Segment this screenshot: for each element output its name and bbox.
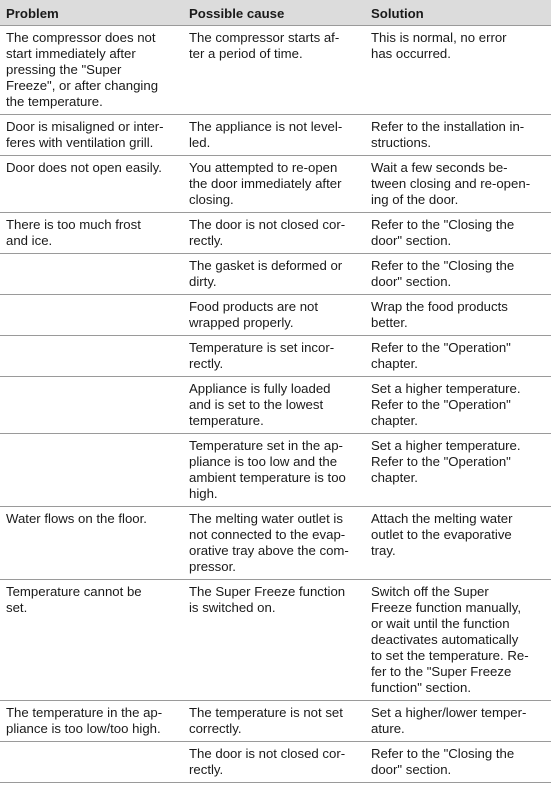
table-row — [0, 507, 551, 580]
cell-text-line: set. — [6, 600, 28, 615]
table-row — [0, 434, 551, 507]
cause-cell — [183, 115, 365, 156]
problem-cell — [0, 701, 183, 742]
cell-text-line: structions. — [371, 135, 432, 150]
table-header — [0, 0, 551, 26]
table-row — [0, 701, 551, 742]
cause-cell — [183, 434, 365, 507]
cause-cell — [183, 336, 365, 377]
cell-text-line: pressing the "Super — [6, 62, 122, 77]
solution-cell — [365, 377, 551, 434]
cell-text-line: deactivates automatically — [371, 632, 519, 647]
cell-text-line: chapter. — [371, 413, 418, 428]
problem-cell — [0, 254, 183, 295]
solution-cell — [365, 254, 551, 295]
solution-cell — [365, 580, 551, 701]
cell-text-line: You attempted to re-open — [189, 160, 338, 175]
cell-text-line: better. — [371, 315, 408, 330]
table-body — [0, 26, 551, 783]
cell-text-line: tween closing and re-open- — [371, 176, 531, 191]
cell-text-line: pressor. — [189, 559, 236, 574]
table-row — [0, 156, 551, 213]
cell-text-line: ing of the door. — [371, 192, 459, 207]
solution-cell — [365, 701, 551, 742]
cell-text-line: Wait a few seconds be- — [371, 160, 508, 175]
cell-text-line: Water flows on the floor. — [6, 511, 147, 526]
cell-text-line: ature. — [371, 721, 405, 736]
cell-text-line: Refer to the "Operation" — [371, 397, 511, 412]
table-row — [0, 742, 551, 783]
cell-text-line: Set a higher temperature. — [371, 438, 521, 453]
cell-text-line: chapter. — [371, 356, 418, 371]
cell-text-line: ambient temperature is too — [189, 470, 346, 485]
problem-cell — [0, 742, 183, 783]
cell-text-line: wrapped properly. — [189, 315, 294, 330]
table-row — [0, 336, 551, 377]
problem-cell — [0, 336, 183, 377]
problem-cell — [0, 434, 183, 507]
cell-text-line: and is set to the lowest — [189, 397, 324, 412]
cell-text-line: This is normal, no error — [371, 30, 507, 45]
solution-cell — [365, 115, 551, 156]
problem-cell — [0, 115, 183, 156]
solution-cell — [365, 156, 551, 213]
cell-text-line: not connected to the evap- — [189, 527, 346, 542]
cell-text-line: or wait until the function — [371, 616, 510, 631]
cell-text-line: pliance is too low/too high. — [6, 721, 161, 736]
cell-text-line: Door does not open easily. — [6, 160, 162, 175]
problem-cell — [0, 156, 183, 213]
table-row — [0, 580, 551, 701]
cell-text-line: Switch off the Super — [371, 584, 489, 599]
cell-text-line: has occurred. — [371, 46, 451, 61]
cell-text-line: The temperature in the ap- — [6, 705, 163, 720]
cell-text-line: Set a higher/lower temper- — [371, 705, 527, 720]
cell-text-line: rectly. — [189, 762, 224, 777]
cell-text-line: Refer to the installation in- — [371, 119, 525, 134]
cell-text-line: Refer to the "Closing the — [371, 746, 515, 761]
header-problem: Problem — [0, 0, 183, 26]
solution-cell — [365, 742, 551, 783]
cell-text-line: correctly. — [189, 721, 242, 736]
cell-text-line: and ice. — [6, 233, 53, 248]
cell-text-line: Attach the melting water — [371, 511, 513, 526]
cell-text-line: There is too much frost — [6, 217, 141, 232]
problem-cell — [0, 580, 183, 701]
cell-text-line: Temperature set in the ap- — [189, 438, 343, 453]
table-row — [0, 26, 551, 115]
cause-cell — [183, 26, 365, 115]
cell-text-line: Food products are not — [189, 299, 319, 314]
cell-text-line: Wrap the food products — [371, 299, 508, 314]
solution-cell — [365, 213, 551, 254]
cell-text-line: is switched on. — [189, 600, 276, 615]
cell-text-line: chapter. — [371, 470, 418, 485]
cell-text-line: The compressor starts af- — [189, 30, 340, 45]
cell-text-line: Refer to the "Closing the — [371, 258, 515, 273]
cell-text-line: Freeze function manually, — [371, 600, 522, 615]
cell-text-line: Temperature is set incor- — [189, 340, 335, 355]
cell-text-line: The Super Freeze function — [189, 584, 346, 599]
cell-text-line: The compressor does not — [6, 30, 156, 45]
cell-text-line: outlet to the evaporative — [371, 527, 512, 542]
cell-text-line: to set the temperature. Re- — [371, 648, 529, 663]
problem-cell — [0, 295, 183, 336]
table-row — [0, 377, 551, 434]
table-row — [0, 213, 551, 254]
cell-text-line: high. — [189, 486, 218, 501]
cell-text-line: Freeze", or after changing — [6, 78, 159, 93]
cause-cell — [183, 377, 365, 434]
cell-text-line: fer to the "Super Freeze — [371, 664, 512, 679]
cell-text-line: function" section. — [371, 680, 471, 695]
header-solution: Solution — [365, 0, 551, 26]
cell-text-line: Refer to the "Closing the — [371, 217, 515, 232]
solution-cell — [365, 507, 551, 580]
cause-cell — [183, 254, 365, 295]
cell-text-line: rectly. — [189, 233, 224, 248]
cell-text-line: door" section. — [371, 274, 452, 289]
cell-text-line: rectly. — [189, 356, 224, 371]
cell-text-line: door" section. — [371, 762, 452, 777]
cell-text-line: The door is not closed cor- — [189, 217, 346, 232]
cell-text-line: led. — [189, 135, 211, 150]
cell-text-line: start immediately after — [6, 46, 136, 61]
cell-text-line: closing. — [189, 192, 234, 207]
cell-text-line: the door immediately after — [189, 176, 342, 191]
cell-text-line: dirty. — [189, 274, 217, 289]
problem-cell — [0, 507, 183, 580]
cell-text-line: door" section. — [371, 233, 452, 248]
cell-text-line: feres with ventilation grill. — [6, 135, 154, 150]
header-possible-cause: Possible cause — [183, 0, 365, 26]
cell-text-line: Refer to the "Operation" — [371, 340, 511, 355]
cell-text-line: pliance is too low and the — [189, 454, 338, 469]
problem-cell — [0, 26, 183, 115]
cell-text-line: ter a period of time. — [189, 46, 303, 61]
table-row — [0, 295, 551, 336]
cell-text-line: The appliance is not level- — [189, 119, 343, 134]
solution-cell — [365, 336, 551, 377]
cell-text-line: Refer to the "Operation" — [371, 454, 511, 469]
cause-cell — [183, 742, 365, 783]
cell-text-line: orative tray above the com- — [189, 543, 349, 558]
cause-cell — [183, 580, 365, 701]
cell-text-line: Appliance is fully loaded — [189, 381, 331, 396]
cause-cell — [183, 156, 365, 213]
cause-cell — [183, 295, 365, 336]
cell-text-line: The door is not closed cor- — [189, 746, 346, 761]
cell-text-line: The melting water outlet is — [189, 511, 343, 526]
cell-text-line: The gasket is deformed or — [189, 258, 343, 273]
problem-cell — [0, 377, 183, 434]
cell-text-line: tray. — [371, 543, 396, 558]
solution-cell — [365, 26, 551, 115]
cause-cell — [183, 507, 365, 580]
cell-text-line: Temperature cannot be — [6, 584, 142, 599]
problem-cell — [0, 213, 183, 254]
table-row — [0, 115, 551, 156]
header-row — [0, 0, 551, 26]
table-row — [0, 254, 551, 295]
cell-text-line: The temperature is not set — [189, 705, 343, 720]
solution-cell — [365, 295, 551, 336]
solution-cell — [365, 434, 551, 507]
cell-text-line: temperature. — [189, 413, 264, 428]
cell-text-line: Set a higher temperature. — [371, 381, 521, 396]
cause-cell — [183, 213, 365, 254]
cell-text-line: Door is misaligned or inter- — [6, 119, 164, 134]
cause-cell — [183, 701, 365, 742]
cell-text-line: the temperature. — [6, 94, 103, 109]
